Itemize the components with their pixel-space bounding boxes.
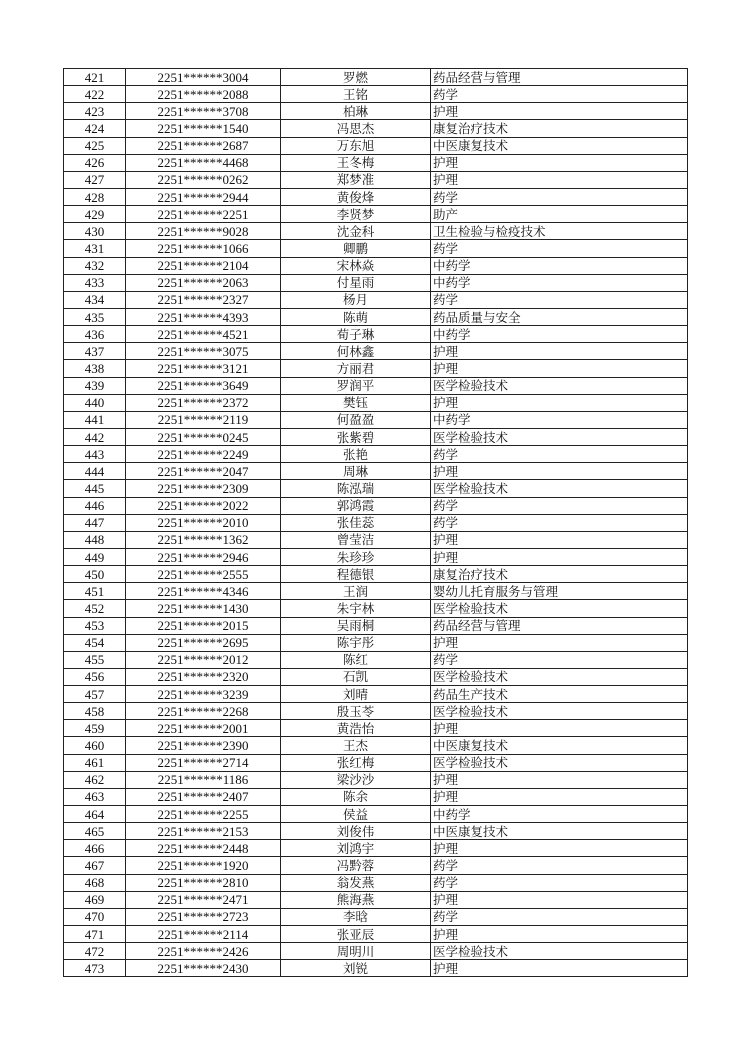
student-id-cell: 2251******1920 <box>126 857 281 874</box>
row-number-cell: 445 <box>64 480 126 497</box>
student-name-cell: 陈萌 <box>281 308 431 325</box>
row-number-cell: 421 <box>64 69 126 86</box>
student-name-cell: 石凯 <box>281 668 431 685</box>
student-id-cell: 2251******2268 <box>126 703 281 720</box>
student-name-cell: 朱珍珍 <box>281 548 431 565</box>
major-cell: 护理 <box>431 788 688 805</box>
table-row <box>64 343 688 360</box>
row-number-cell: 428 <box>64 188 126 205</box>
major-cell: 药学 <box>431 874 688 891</box>
table-row <box>64 531 688 548</box>
student-name-cell: 侯益 <box>281 806 431 823</box>
table-row <box>64 754 688 771</box>
student-name-cell: 李晗 <box>281 908 431 925</box>
student-id-cell: 2251******2555 <box>126 566 281 583</box>
student-name-cell: 陈余 <box>281 788 431 805</box>
table-row <box>64 943 688 960</box>
student-id-cell: 2251******2723 <box>126 908 281 925</box>
row-number-cell: 459 <box>64 720 126 737</box>
major-cell: 药学 <box>431 86 688 103</box>
major-cell: 婴幼儿托育服务与管理 <box>431 583 688 600</box>
major-cell: 护理 <box>431 360 688 377</box>
major-cell: 药品经营与管理 <box>431 617 688 634</box>
row-number-cell: 449 <box>64 548 126 565</box>
major-cell: 护理 <box>431 154 688 171</box>
table-row <box>64 428 688 445</box>
student-name-cell: 刘鸿宇 <box>281 840 431 857</box>
major-cell: 护理 <box>431 463 688 480</box>
table-row <box>64 703 688 720</box>
row-number-cell: 434 <box>64 291 126 308</box>
row-number-cell: 438 <box>64 360 126 377</box>
row-number-cell: 456 <box>64 668 126 685</box>
student-id-cell: 2251******1430 <box>126 600 281 617</box>
table-row <box>64 686 688 703</box>
major-cell: 助产 <box>431 206 688 223</box>
table-row <box>64 668 688 685</box>
student-id-cell: 2251******2810 <box>126 874 281 891</box>
row-number-cell: 470 <box>64 908 126 925</box>
student-id-cell: 2251******2251 <box>126 206 281 223</box>
row-number-cell: 465 <box>64 823 126 840</box>
student-name-cell: 王铭 <box>281 86 431 103</box>
table-row <box>64 806 688 823</box>
row-number-cell: 443 <box>64 446 126 463</box>
major-cell: 中医康复技术 <box>431 823 688 840</box>
student-name-cell: 冯思杰 <box>281 120 431 137</box>
student-name-cell: 陈红 <box>281 651 431 668</box>
table-row <box>64 446 688 463</box>
table-row <box>64 497 688 514</box>
major-cell: 医学检验技术 <box>431 703 688 720</box>
row-number-cell: 471 <box>64 926 126 943</box>
student-name-cell: 张紫碧 <box>281 428 431 445</box>
student-name-cell: 黄俊烽 <box>281 188 431 205</box>
student-name-cell: 曾莹洁 <box>281 531 431 548</box>
major-cell: 护理 <box>431 634 688 651</box>
student-name-cell: 沈金科 <box>281 223 431 240</box>
table-row <box>64 154 688 171</box>
table-row <box>64 86 688 103</box>
table-row <box>64 69 688 86</box>
student-id-cell: 2251******1362 <box>126 531 281 548</box>
major-cell: 药学 <box>431 446 688 463</box>
student-id-cell: 2251******2320 <box>126 668 281 685</box>
major-cell: 护理 <box>431 343 688 360</box>
table-row <box>64 720 688 737</box>
table-row <box>64 548 688 565</box>
major-cell: 卫生检验与检疫技术 <box>431 223 688 240</box>
table-row <box>64 926 688 943</box>
major-cell: 护理 <box>431 720 688 737</box>
student-id-cell: 2251******3649 <box>126 377 281 394</box>
row-number-cell: 444 <box>64 463 126 480</box>
student-name-cell: 陈宇彤 <box>281 634 431 651</box>
table-row <box>64 480 688 497</box>
student-id-cell: 2251******2946 <box>126 548 281 565</box>
student-name-cell: 罗燃 <box>281 69 431 86</box>
student-id-cell: 2251******4521 <box>126 326 281 343</box>
student-name-cell: 冯黔蓉 <box>281 857 431 874</box>
table-row <box>64 291 688 308</box>
table-row <box>64 463 688 480</box>
student-id-cell: 2251******2390 <box>126 737 281 754</box>
student-name-cell: 朱宇林 <box>281 600 431 617</box>
table-row <box>64 257 688 274</box>
table-row <box>64 223 688 240</box>
student-name-cell: 万东旭 <box>281 137 431 154</box>
table-row <box>64 326 688 343</box>
student-id-cell: 2251******2063 <box>126 274 281 291</box>
row-number-cell: 469 <box>64 891 126 908</box>
major-cell: 康复治疗技术 <box>431 120 688 137</box>
student-name-cell: 陈泓瑞 <box>281 480 431 497</box>
student-name-cell: 杨月 <box>281 291 431 308</box>
table-row <box>64 308 688 325</box>
student-id-cell: 2251******3708 <box>126 103 281 120</box>
student-id-cell: 2251******1540 <box>126 120 281 137</box>
major-cell: 药学 <box>431 908 688 925</box>
row-number-cell: 467 <box>64 857 126 874</box>
row-number-cell: 424 <box>64 120 126 137</box>
student-id-cell: 2251******2372 <box>126 394 281 411</box>
student-name-cell: 张艳 <box>281 446 431 463</box>
row-number-cell: 457 <box>64 686 126 703</box>
student-id-cell: 2251******2119 <box>126 411 281 428</box>
row-number-cell: 431 <box>64 240 126 257</box>
student-name-cell: 周琳 <box>281 463 431 480</box>
table-row <box>64 617 688 634</box>
table-row <box>64 137 688 154</box>
student-id-cell: 2251******0245 <box>126 428 281 445</box>
table-row <box>64 240 688 257</box>
student-name-cell: 柏琳 <box>281 103 431 120</box>
major-cell: 中药学 <box>431 274 688 291</box>
major-cell: 药学 <box>431 240 688 257</box>
major-cell: 医学检验技术 <box>431 668 688 685</box>
major-cell: 护理 <box>431 840 688 857</box>
major-cell: 护理 <box>431 926 688 943</box>
major-cell: 护理 <box>431 548 688 565</box>
major-cell: 中药学 <box>431 806 688 823</box>
student-list-table <box>63 68 688 977</box>
row-number-cell: 446 <box>64 497 126 514</box>
student-id-cell: 2251******2687 <box>126 137 281 154</box>
table-row <box>64 274 688 291</box>
student-id-cell: 2251******2255 <box>126 806 281 823</box>
student-name-cell: 郑梦准 <box>281 171 431 188</box>
row-number-cell: 461 <box>64 754 126 771</box>
table-row <box>64 583 688 600</box>
table-row <box>64 411 688 428</box>
table-row <box>64 566 688 583</box>
student-id-cell: 2251******2114 <box>126 926 281 943</box>
row-number-cell: 439 <box>64 377 126 394</box>
student-name-cell: 周明川 <box>281 943 431 960</box>
student-id-cell: 2251******4393 <box>126 308 281 325</box>
student-name-cell: 王润 <box>281 583 431 600</box>
row-number-cell: 437 <box>64 343 126 360</box>
student-id-cell: 2251******1066 <box>126 240 281 257</box>
student-name-cell: 罗润平 <box>281 377 431 394</box>
row-number-cell: 425 <box>64 137 126 154</box>
major-cell: 药学 <box>431 651 688 668</box>
student-id-cell: 2251******2022 <box>126 497 281 514</box>
table-row <box>64 103 688 120</box>
major-cell: 药学 <box>431 188 688 205</box>
major-cell: 药学 <box>431 291 688 308</box>
student-name-cell: 刘晴 <box>281 686 431 703</box>
table-body <box>64 69 688 977</box>
table-row <box>64 514 688 531</box>
table-row <box>64 360 688 377</box>
major-cell: 中药学 <box>431 257 688 274</box>
major-cell: 药品经营与管理 <box>431 69 688 86</box>
row-number-cell: 462 <box>64 771 126 788</box>
row-number-cell: 451 <box>64 583 126 600</box>
major-cell: 康复治疗技术 <box>431 566 688 583</box>
table-row <box>64 737 688 754</box>
student-id-cell: 2251******2714 <box>126 754 281 771</box>
student-id-cell: 2251******2104 <box>126 257 281 274</box>
major-cell: 护理 <box>431 394 688 411</box>
student-id-cell: 2251******1186 <box>126 771 281 788</box>
major-cell: 医学检验技术 <box>431 754 688 771</box>
row-number-cell: 447 <box>64 514 126 531</box>
student-name-cell: 何林鑫 <box>281 343 431 360</box>
student-id-cell: 2251******3004 <box>126 69 281 86</box>
student-name-cell: 方丽君 <box>281 360 431 377</box>
student-id-cell: 2251******4346 <box>126 583 281 600</box>
table-row <box>64 891 688 908</box>
major-cell: 中药学 <box>431 411 688 428</box>
student-name-cell: 樊钰 <box>281 394 431 411</box>
row-number-cell: 460 <box>64 737 126 754</box>
row-number-cell: 458 <box>64 703 126 720</box>
major-cell: 护理 <box>431 171 688 188</box>
student-name-cell: 荀子琳 <box>281 326 431 343</box>
student-name-cell: 张亚辰 <box>281 926 431 943</box>
major-cell: 医学检验技术 <box>431 943 688 960</box>
student-name-cell: 刘俊伟 <box>281 823 431 840</box>
table-row <box>64 960 688 977</box>
major-cell: 护理 <box>431 891 688 908</box>
row-number-cell: 433 <box>64 274 126 291</box>
major-cell: 医学检验技术 <box>431 600 688 617</box>
major-cell: 医学检验技术 <box>431 377 688 394</box>
student-name-cell: 梁沙沙 <box>281 771 431 788</box>
major-cell: 药学 <box>431 497 688 514</box>
major-cell: 医学检验技术 <box>431 428 688 445</box>
student-name-cell: 付星雨 <box>281 274 431 291</box>
major-cell: 药品生产技术 <box>431 686 688 703</box>
row-number-cell: 422 <box>64 86 126 103</box>
major-cell: 中药学 <box>431 326 688 343</box>
student-id-cell: 2251******2426 <box>126 943 281 960</box>
major-cell: 药品质量与安全 <box>431 308 688 325</box>
student-id-cell: 2251******2448 <box>126 840 281 857</box>
major-cell: 药学 <box>431 857 688 874</box>
table-row <box>64 857 688 874</box>
student-name-cell: 黄浩怡 <box>281 720 431 737</box>
table-row <box>64 771 688 788</box>
student-name-cell: 宋林焱 <box>281 257 431 274</box>
table-row <box>64 840 688 857</box>
student-name-cell: 张佳蕊 <box>281 514 431 531</box>
major-cell: 护理 <box>431 103 688 120</box>
major-cell: 中医康复技术 <box>431 137 688 154</box>
row-number-cell: 450 <box>64 566 126 583</box>
student-id-cell: 2251******0262 <box>126 171 281 188</box>
row-number-cell: 442 <box>64 428 126 445</box>
table-row <box>64 394 688 411</box>
student-name-cell: 王冬梅 <box>281 154 431 171</box>
student-id-cell: 2251******2015 <box>126 617 281 634</box>
row-number-cell: 452 <box>64 600 126 617</box>
row-number-cell: 463 <box>64 788 126 805</box>
table-row <box>64 874 688 891</box>
row-number-cell: 440 <box>64 394 126 411</box>
row-number-cell: 468 <box>64 874 126 891</box>
major-cell: 护理 <box>431 771 688 788</box>
student-id-cell: 2251******2153 <box>126 823 281 840</box>
student-name-cell: 张红梅 <box>281 754 431 771</box>
row-number-cell: 423 <box>64 103 126 120</box>
student-id-cell: 2251******2010 <box>126 514 281 531</box>
row-number-cell: 466 <box>64 840 126 857</box>
student-id-cell: 2251******2430 <box>126 960 281 977</box>
student-name-cell: 熊海燕 <box>281 891 431 908</box>
major-cell: 中医康复技术 <box>431 737 688 754</box>
table-row <box>64 634 688 651</box>
table-row <box>64 171 688 188</box>
student-name-cell: 吴雨桐 <box>281 617 431 634</box>
row-number-cell: 430 <box>64 223 126 240</box>
student-id-cell: 2251******2047 <box>126 463 281 480</box>
row-number-cell: 453 <box>64 617 126 634</box>
row-number-cell: 454 <box>64 634 126 651</box>
major-cell: 医学检验技术 <box>431 480 688 497</box>
student-id-cell: 2251******2944 <box>126 188 281 205</box>
student-id-cell: 2251******2249 <box>126 446 281 463</box>
table-row <box>64 600 688 617</box>
student-id-cell: 2251******3075 <box>126 343 281 360</box>
student-id-cell: 2251******2001 <box>126 720 281 737</box>
student-name-cell: 郭鸿霞 <box>281 497 431 514</box>
student-id-cell: 2251******2309 <box>126 480 281 497</box>
row-number-cell: 441 <box>64 411 126 428</box>
student-id-cell: 2251******3121 <box>126 360 281 377</box>
table-row <box>64 788 688 805</box>
row-number-cell: 464 <box>64 806 126 823</box>
row-number-cell: 473 <box>64 960 126 977</box>
row-number-cell: 436 <box>64 326 126 343</box>
row-number-cell: 426 <box>64 154 126 171</box>
row-number-cell: 427 <box>64 171 126 188</box>
row-number-cell: 472 <box>64 943 126 960</box>
major-cell: 护理 <box>431 531 688 548</box>
student-name-cell: 程德银 <box>281 566 431 583</box>
student-id-cell: 2251******4468 <box>126 154 281 171</box>
table-row <box>64 120 688 137</box>
row-number-cell: 432 <box>64 257 126 274</box>
student-name-cell: 李贤梦 <box>281 206 431 223</box>
table-row <box>64 206 688 223</box>
student-name-cell: 王杰 <box>281 737 431 754</box>
student-id-cell: 2251******2088 <box>126 86 281 103</box>
student-name-cell: 卿鹏 <box>281 240 431 257</box>
major-cell: 护理 <box>431 960 688 977</box>
student-name-cell: 殷玉苓 <box>281 703 431 720</box>
student-name-cell: 刘锐 <box>281 960 431 977</box>
table-row <box>64 823 688 840</box>
major-cell: 药学 <box>431 514 688 531</box>
row-number-cell: 455 <box>64 651 126 668</box>
student-id-cell: 2251******2407 <box>126 788 281 805</box>
student-name-cell: 何盈盈 <box>281 411 431 428</box>
table-row <box>64 908 688 925</box>
student-id-cell: 2251******2471 <box>126 891 281 908</box>
student-id-cell: 2251******2695 <box>126 634 281 651</box>
student-id-cell: 2251******2327 <box>126 291 281 308</box>
row-number-cell: 448 <box>64 531 126 548</box>
row-number-cell: 435 <box>64 308 126 325</box>
student-id-cell: 2251******9028 <box>126 223 281 240</box>
table-row <box>64 188 688 205</box>
student-id-cell: 2251******2012 <box>126 651 281 668</box>
student-id-cell: 2251******3239 <box>126 686 281 703</box>
table-row <box>64 651 688 668</box>
student-name-cell: 翁发燕 <box>281 874 431 891</box>
row-number-cell: 429 <box>64 206 126 223</box>
table-row <box>64 377 688 394</box>
